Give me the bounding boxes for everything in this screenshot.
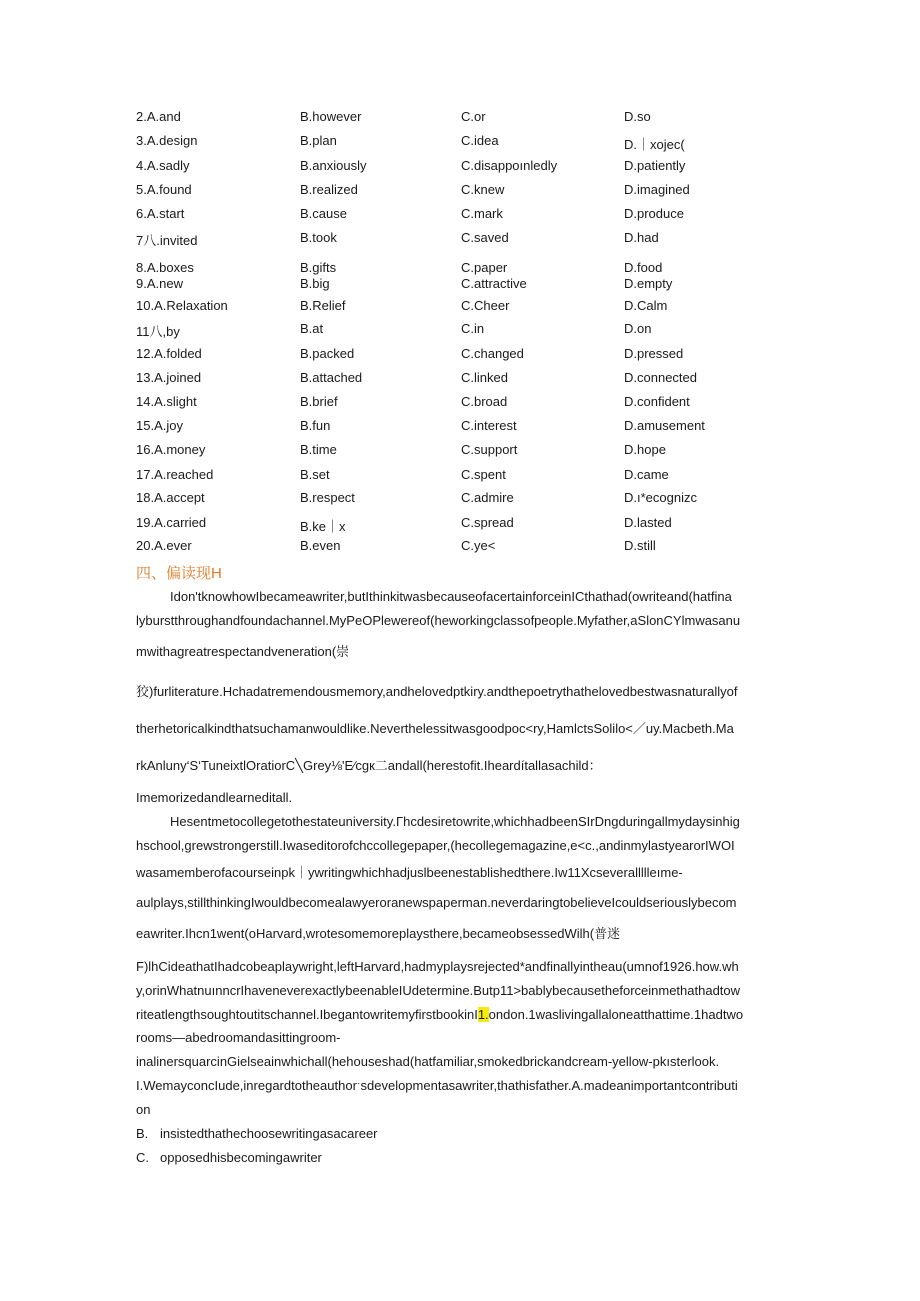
option-c: C.ye< bbox=[461, 538, 496, 553]
passage-line: therhetoricalkindthatsuchamanwouldlike.Neverthelessitwasgoodpoc<ry,HamlctsSolilo<／uy.Macbeth.Ma bbox=[136, 721, 734, 736]
option-d: D.amusement bbox=[624, 418, 705, 433]
option-a: 10.A.Relaxation bbox=[136, 298, 228, 313]
section-heading: 四、偏读现H bbox=[136, 565, 222, 582]
option-d: D.pressed bbox=[624, 346, 684, 361]
option-d: D.hope bbox=[624, 442, 666, 457]
answer-choice[interactable] bbox=[136, 1149, 322, 1167]
passage-line: rkAnluny‘S‘TuneixtlOratiorC╲Grey⅛'E∕cgк二andall(herestofit.Iheardítallasachild： bbox=[136, 758, 602, 773]
option-b: B.respect bbox=[300, 490, 355, 505]
passage-text: ondon.1waslivingallaloneatthattime.1hadtwo bbox=[488, 1007, 744, 1022]
passage-text: riteatlengthsoughtoutitschannel.IbegantowritemyfirstbookinI bbox=[136, 1007, 478, 1022]
passage-line: hschool,grewstrongerstill.Iwaseditorofchccollegepaper,(hecollegemagazine,e<c.,andinmylastyearorIWOI bbox=[136, 838, 735, 853]
option-b: B.at bbox=[300, 321, 324, 336]
option-d: D.produce bbox=[624, 206, 684, 221]
option-row bbox=[0, 537, 920, 557]
option-a: 20.A.ever bbox=[136, 538, 192, 553]
passage-line: on bbox=[136, 1102, 151, 1117]
option-a: 12.A.folded bbox=[136, 346, 202, 361]
passage-line: F)lhCideathatIhadcobeaplaywright,leftHarvard,hadmyplaysrejected*andfinallyintheau(umnof1926.how.wh bbox=[136, 959, 739, 974]
option-row bbox=[0, 205, 920, 225]
option-a: 9.A.new bbox=[136, 276, 183, 291]
option-c: C.idea bbox=[461, 133, 499, 148]
option-c: C.knew bbox=[461, 182, 505, 197]
option-c: C.or bbox=[461, 109, 486, 124]
choice-text: insistedthathechoosewritingasacareer bbox=[160, 1126, 378, 1141]
option-row bbox=[0, 108, 920, 128]
passage-line: wasamemberofacourseinpk｜ywritingwhichhadjuslbeenestablishedthere.Iw11Xcseverallllleıme- bbox=[136, 865, 683, 880]
option-c: C.spent bbox=[461, 467, 506, 482]
option-b: B.brief bbox=[300, 394, 338, 409]
option-c: C.disappoınledly bbox=[461, 158, 558, 173]
option-c: C.Cheer bbox=[461, 298, 510, 313]
passage-line: mwithagreatrespectandveneration(崇 bbox=[136, 644, 350, 659]
option-c: C.support bbox=[461, 442, 518, 457]
option-b: B.set bbox=[300, 467, 330, 482]
option-a: 7八.invited bbox=[136, 233, 198, 248]
option-c: C.in bbox=[461, 321, 485, 336]
option-row bbox=[0, 393, 920, 413]
option-b: B.took bbox=[300, 230, 337, 245]
option-b: B.cause bbox=[300, 206, 347, 221]
option-d: D.had bbox=[624, 230, 659, 245]
option-b: B.attached bbox=[300, 370, 363, 385]
option-a: 14.A.slight bbox=[136, 394, 197, 409]
option-a: 16.A.money bbox=[136, 442, 206, 457]
option-c: C.mark bbox=[461, 206, 503, 221]
option-b: B.Relief bbox=[300, 298, 346, 313]
option-row bbox=[0, 369, 920, 389]
option-b: B.plan bbox=[300, 133, 337, 148]
option-a: 17.A.reached bbox=[136, 467, 214, 482]
option-row bbox=[0, 132, 920, 152]
passage-line: Hesentmetocollegetothestateuniversity.Γhcdesiretowrite,whichhadbeenSIrDngduringallmydaysinhig bbox=[170, 814, 740, 829]
highlight-mark: 1. bbox=[477, 1007, 489, 1022]
option-a: 11八,by bbox=[136, 324, 180, 339]
option-b: B.anxiously bbox=[300, 158, 367, 173]
passage-line: I.WemayconcIude,inregardtotheauthorˑsdevelopmentasawriter,thathisfather.A.madeanimportantcontributi bbox=[136, 1078, 738, 1093]
option-b: B.big bbox=[300, 276, 330, 291]
passage-line: Idon'tknowhowIbecameawriter,butIthinkitwasbecauseofacertainforceinICthathad(owriteand(hatfina bbox=[170, 589, 732, 604]
option-a: 13.A.joined bbox=[136, 370, 202, 385]
option-b: B.time bbox=[300, 442, 337, 457]
option-c: C.paper bbox=[461, 260, 508, 275]
option-d: D.empty bbox=[624, 276, 673, 291]
option-row bbox=[0, 417, 920, 437]
passage-line: rooms—abedroomandasittingroom- bbox=[136, 1030, 341, 1045]
option-row bbox=[0, 229, 920, 249]
option-d: D.ı*ecognizc bbox=[624, 490, 697, 505]
passage-line: inalinersquarcinGielseainwhichall(hehouseshad(hatfamiliar,smokedbrickandcream-yellow-pkısterlook. bbox=[136, 1054, 720, 1069]
option-d: D.lasted bbox=[624, 515, 672, 530]
passage-line: aulplays,stillthinkingIwouldbecomealawyeroranewspaperman.neverdaringtobelieveIcouldseriouslybecom bbox=[136, 895, 737, 910]
option-b: B.ke｜x bbox=[300, 519, 346, 534]
option-row bbox=[0, 441, 920, 461]
option-a: 5.A.found bbox=[136, 182, 192, 197]
answer-choice[interactable] bbox=[136, 1125, 378, 1143]
option-a: 18.A.accept bbox=[136, 490, 205, 505]
choice-text: opposedhisbecomingawriter bbox=[160, 1150, 322, 1165]
option-row bbox=[0, 514, 920, 534]
option-c: C.interest bbox=[461, 418, 517, 433]
option-d: D.so bbox=[624, 109, 651, 124]
passage-line: y,orinWhatnuınncrIhaveneverexactlybeenableIUdetermine.Butp11>bablybecausetheforceinmethathadtow bbox=[136, 983, 741, 998]
option-d: D.confident bbox=[624, 394, 690, 409]
option-b: B.even bbox=[300, 538, 341, 553]
option-b: B.realized bbox=[300, 182, 358, 197]
passage-line: eawriter.Ihcn1went(oHarvard,wrotesomemoreplaysthere,becameobsessedWilh(普迷 bbox=[136, 926, 621, 941]
option-c: C.changed bbox=[461, 346, 524, 361]
passage-line: lyburstthroughandfoundachannel.MyPeOPlewereof(heworkingclassofpeople.Myfather,aSlonCYlmwasanu bbox=[136, 613, 741, 628]
option-d: D.connected bbox=[624, 370, 697, 385]
option-c: C.spread bbox=[461, 515, 514, 530]
passage-line bbox=[136, 1006, 796, 1024]
option-a: 6.A.start bbox=[136, 206, 185, 221]
option-a: 8.A.boxes bbox=[136, 260, 194, 275]
option-d: D.｜xojec( bbox=[624, 137, 685, 152]
option-b: B.packed bbox=[300, 346, 355, 361]
option-row bbox=[0, 489, 920, 509]
option-row bbox=[0, 297, 920, 317]
choice-label: B. bbox=[136, 1126, 149, 1141]
option-row bbox=[0, 275, 920, 295]
option-c: C.admire bbox=[461, 490, 514, 505]
choice-label: C. bbox=[136, 1150, 149, 1165]
option-c: C.attractive bbox=[461, 276, 527, 291]
option-d: D.patiently bbox=[624, 158, 686, 173]
option-c: C.linked bbox=[461, 370, 508, 385]
option-d: D.on bbox=[624, 321, 652, 336]
option-d: D.Calm bbox=[624, 298, 668, 313]
option-a: 3.A.design bbox=[136, 133, 198, 148]
option-d: D.food bbox=[624, 260, 663, 275]
passage-line: 狡)furliterature.Hchadatremendousmemory,andhelovedptkiry.andthepoetrythathelovedbestwasnaturallyof bbox=[136, 684, 738, 699]
option-row bbox=[0, 320, 920, 340]
option-a: 4.A.sadly bbox=[136, 158, 190, 173]
option-b: B.however bbox=[300, 109, 362, 124]
option-d: D.imagined bbox=[624, 182, 690, 197]
option-a: 19.A.carried bbox=[136, 515, 207, 530]
option-row bbox=[0, 157, 920, 177]
option-c: C.broad bbox=[461, 394, 508, 409]
option-d: D.still bbox=[624, 538, 656, 553]
option-b: B.gifts bbox=[300, 260, 337, 275]
option-row bbox=[0, 466, 920, 486]
option-row bbox=[0, 345, 920, 365]
passage-line: Imemorizedandlearneditall. bbox=[136, 790, 293, 805]
option-d: D.came bbox=[624, 467, 669, 482]
option-c: C.saved bbox=[461, 230, 509, 245]
option-b: B.fun bbox=[300, 418, 331, 433]
option-a: 2.A.and bbox=[136, 109, 181, 124]
option-row bbox=[0, 181, 920, 201]
option-a: 15.A.joy bbox=[136, 418, 183, 433]
